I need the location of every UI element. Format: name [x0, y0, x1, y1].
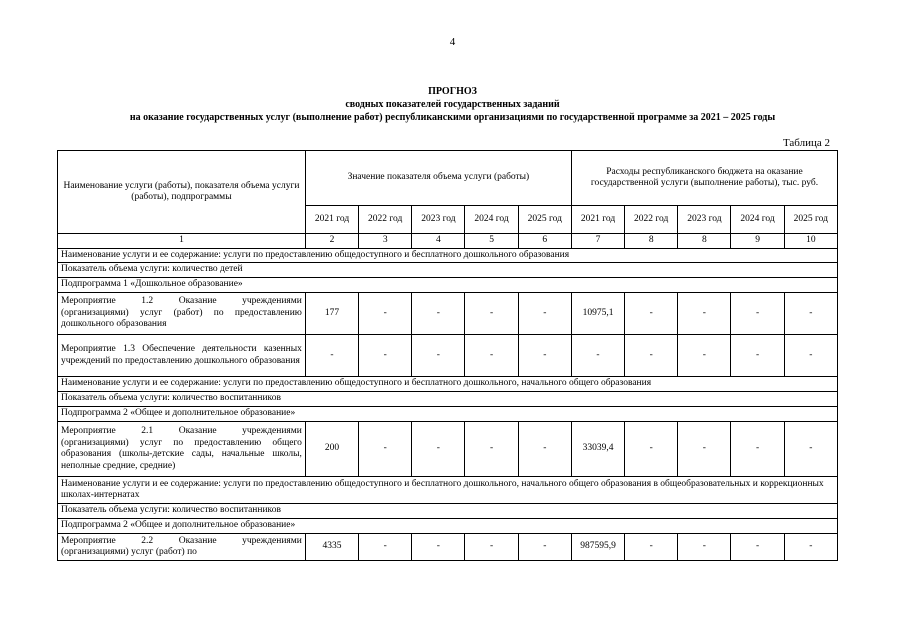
- header-year-cell: 2025 год: [784, 206, 837, 234]
- value-cell: -: [465, 335, 518, 377]
- column-number-cell: 8: [625, 234, 678, 249]
- value-cell: -: [465, 422, 518, 477]
- value-cell: -: [518, 335, 571, 377]
- value-cell: -: [731, 534, 784, 561]
- column-number-cell: 6: [518, 234, 571, 249]
- page-number: 4: [449, 36, 456, 48]
- value-cell: 10975,1: [571, 293, 624, 335]
- value-cell: -: [412, 335, 465, 377]
- section-text: Наименование услуги и ее содержание: услуги по предоставлению общедоступного и бесплатного дошкольного, начального общего образования: [58, 377, 838, 392]
- header-year-cell: 2022 год: [359, 206, 412, 234]
- value-cell: -: [412, 293, 465, 335]
- table-row: [58, 335, 838, 377]
- value-cell: -: [359, 534, 412, 561]
- header-year-cell: 2025 год: [518, 206, 571, 234]
- value-cell: -: [625, 293, 678, 335]
- activity-name-cell: Мероприятие 1.3 Обеспечение деятельности казенных учреждений по предоставлению дошкольного образования: [58, 335, 306, 377]
- header-year-cell: 2023 год: [412, 206, 465, 234]
- value-cell: -: [784, 335, 837, 377]
- value-cell: -: [731, 293, 784, 335]
- section-row: [58, 278, 838, 293]
- activity-name-cell: Мероприятие 1.2 Оказание учреждениями (организациями) услуг (работ) по предоставлению дошкольного образования: [58, 293, 306, 335]
- value-cell: -: [678, 422, 731, 477]
- value-cell: -: [625, 534, 678, 561]
- column-number-cell: 4: [412, 234, 465, 249]
- table-row: [58, 534, 838, 561]
- header-year-cell: 2021 год: [571, 206, 624, 234]
- value-cell: -: [518, 534, 571, 561]
- column-number-cell: 7: [571, 234, 624, 249]
- value-cell: -: [784, 293, 837, 335]
- header-year-cell: 2024 год: [731, 206, 784, 234]
- value-cell: -: [359, 335, 412, 377]
- value-cell: -: [678, 534, 731, 561]
- value-cell: -: [412, 534, 465, 561]
- column-number-cell: 1: [58, 234, 306, 249]
- title-line-1: ПРОГНОЗ: [428, 86, 477, 97]
- value-cell: -: [625, 422, 678, 477]
- value-cell: -: [359, 293, 412, 335]
- section-text: Наименование услуги и ее содержание: услуги по предоставлению общедоступного и бесплатного дошкольного образования: [58, 248, 838, 263]
- value-cell: 33039,4: [571, 422, 624, 477]
- value-cell: -: [305, 335, 358, 377]
- value-cell: 4335: [305, 534, 358, 561]
- table-label: Таблица 2: [782, 137, 830, 149]
- section-text: Показатель объема услуги: количество воспитанников: [58, 504, 838, 519]
- section-text: Подпрограмма 2 «Общее и дополнительное образование»: [58, 519, 838, 534]
- header-year-cell: 2022 год: [625, 206, 678, 234]
- forecast-table: [57, 150, 838, 561]
- section-text: Наименование услуги и ее содержание: услуги по предоставлению общедоступного и бесплатного дошкольного, начального общего образования в общеобразовательных и коррекционных школах-интернатах: [58, 477, 838, 504]
- table-row: [58, 422, 838, 477]
- value-cell: -: [678, 335, 731, 377]
- document-title: [20, 85, 885, 124]
- value-cell: -: [518, 422, 571, 477]
- header-year-cell: 2023 год: [678, 206, 731, 234]
- section-text: Показатель объема услуги: количество воспитанников: [58, 392, 838, 407]
- value-cell: 987595,9: [571, 534, 624, 561]
- value-cell: -: [784, 534, 837, 561]
- table-row: [58, 293, 838, 335]
- title-line-2: сводных показателей государственных заданий: [345, 99, 560, 110]
- value-cell: -: [412, 422, 465, 477]
- header-year-cell: 2024 год: [465, 206, 518, 234]
- value-cell: -: [678, 293, 731, 335]
- value-cell: -: [465, 293, 518, 335]
- value-cell: -: [731, 422, 784, 477]
- section-row: [58, 263, 838, 278]
- section-text: Подпрограмма 1 «Дошкольное образование»: [58, 278, 838, 293]
- column-number-cell: 10: [784, 234, 837, 249]
- column-number-cell: 9: [731, 234, 784, 249]
- section-text: Показатель объема услуги: количество детей: [58, 263, 838, 278]
- value-cell: 200: [305, 422, 358, 477]
- header-expense-group: Расходы республиканского бюджета на оказание государственной услуги (выполнение работы), тыс. руб.: [571, 151, 837, 206]
- column-number-cell: 3: [359, 234, 412, 249]
- activity-name-cell: Мероприятие 2.2 Оказание учреждениями (организациями) услуг (работ) по: [58, 534, 306, 561]
- section-row: [58, 392, 838, 407]
- column-number-cell: 2: [305, 234, 358, 249]
- section-row: [58, 477, 838, 504]
- header-year-cell: 2021 год: [305, 206, 358, 234]
- section-row: [58, 407, 838, 422]
- value-cell: -: [518, 293, 571, 335]
- title-line-3: на оказание государственных услуг (выполнение работ) республиканскими организациями по государственной программе за 2021 – 2025 годы: [129, 112, 776, 123]
- activity-name-cell: Мероприятие 2.1 Оказание учреждениями (организациями) услуг по предоставлению общего образования (школы-детские сады, начальные школы, неполные средние, средние): [58, 422, 306, 477]
- value-cell: -: [359, 422, 412, 477]
- column-number-cell: 8: [678, 234, 731, 249]
- section-row: [58, 248, 838, 263]
- value-cell: -: [625, 335, 678, 377]
- header-value-group: Значение показателя объема услуги (работы): [305, 151, 571, 206]
- value-cell: -: [571, 335, 624, 377]
- value-cell: 177: [305, 293, 358, 335]
- value-cell: -: [784, 422, 837, 477]
- section-row: [58, 519, 838, 534]
- value-cell: -: [731, 335, 784, 377]
- value-cell: -: [465, 534, 518, 561]
- column-number-cell: 5: [465, 234, 518, 249]
- section-row: [58, 504, 838, 519]
- section-text: Подпрограмма 2 «Общее и дополнительное образование»: [58, 407, 838, 422]
- header-name-column: Наименование услуги (работы), показателя объема услуги (работы), подпрограммы: [58, 151, 306, 234]
- section-row: [58, 377, 838, 392]
